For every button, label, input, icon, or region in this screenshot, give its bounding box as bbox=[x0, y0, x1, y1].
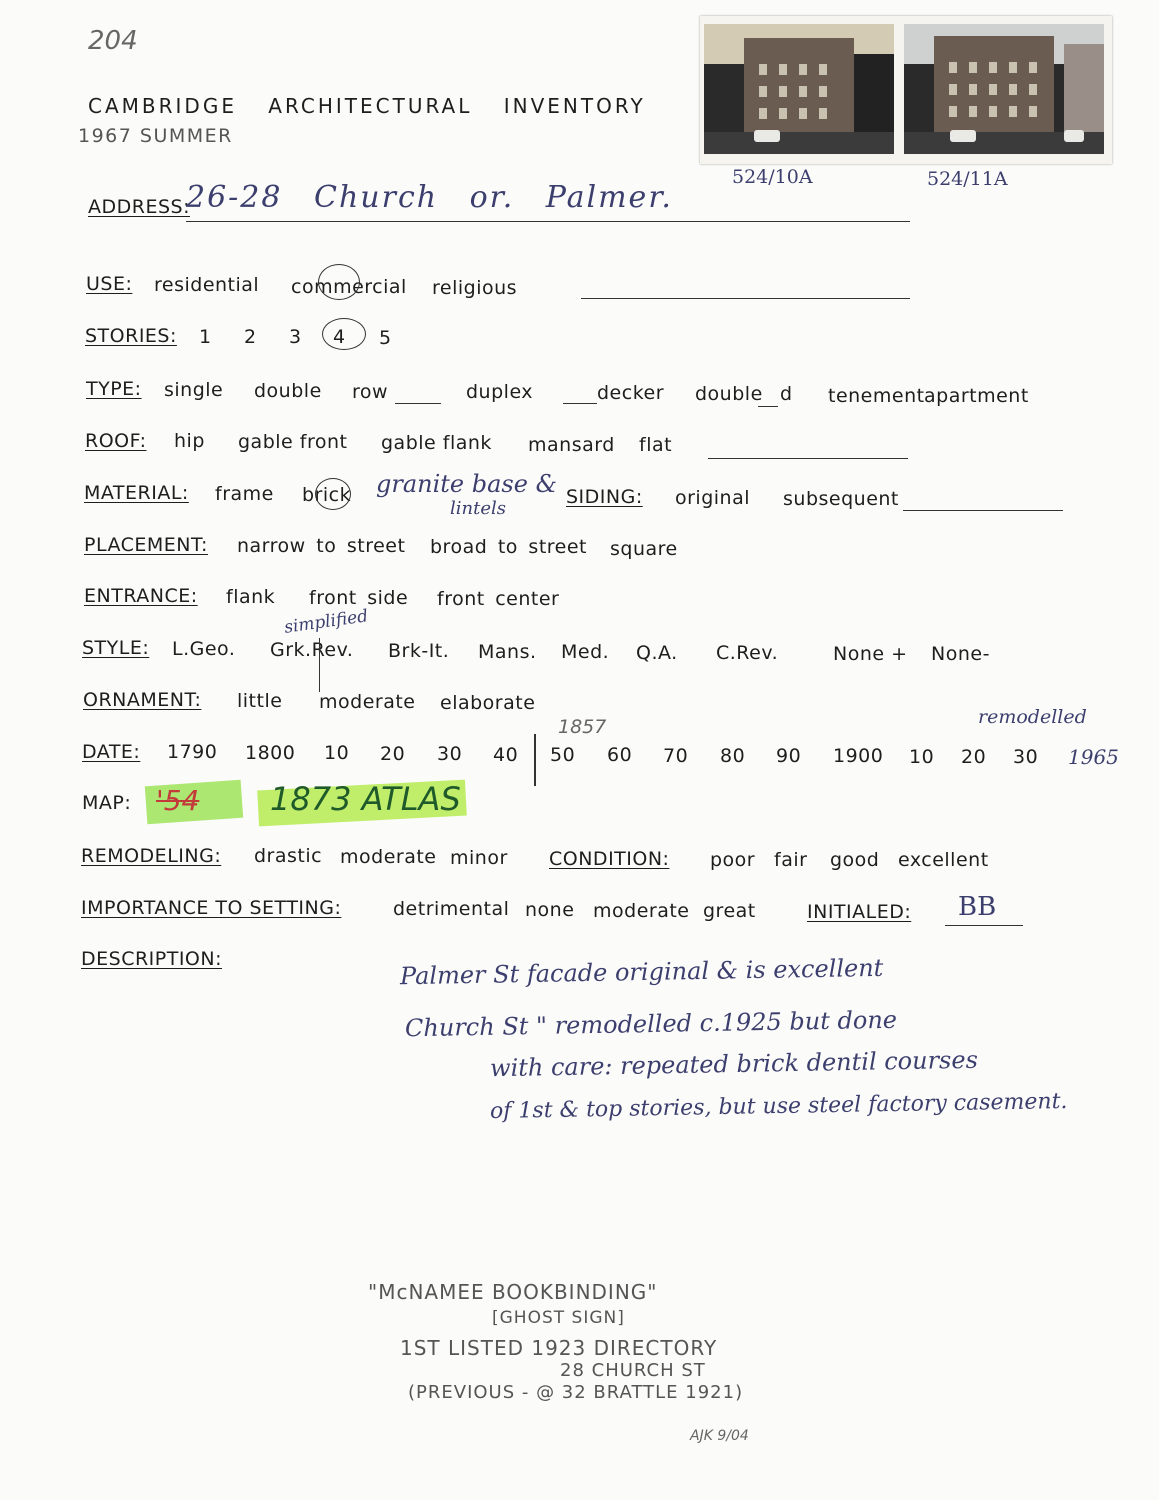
date-option-20: 20 bbox=[380, 743, 406, 765]
remodeling-label: REMODELING: bbox=[81, 845, 222, 867]
date-option-10: 10 bbox=[324, 742, 350, 764]
note-line-4: 28 CHURCH ST bbox=[560, 1360, 706, 1381]
stories-label: STORIES: bbox=[85, 325, 177, 347]
date-option-50: 50 bbox=[550, 744, 576, 766]
entrance-option-front-center: front center bbox=[437, 588, 560, 610]
use-option-commercial: commercial bbox=[291, 276, 407, 298]
condition-option-excellent: excellent bbox=[898, 849, 989, 871]
roof-option-gable-flank: gable flank bbox=[381, 432, 492, 454]
date-option-1900: 1900 bbox=[833, 745, 884, 767]
date-option-90: 90 bbox=[776, 745, 802, 767]
stories-selection-circle bbox=[322, 318, 366, 350]
date-divider-mark bbox=[534, 734, 536, 786]
condition-option-poor: poor bbox=[710, 849, 756, 871]
remodeling-option-minor: minor bbox=[450, 847, 508, 869]
note-line-5: (PREVIOUS - @ 32 BRATTLE 1921) bbox=[408, 1382, 744, 1403]
ornament-option-moderate: moderate bbox=[319, 691, 416, 713]
initialed-label: INITIALED: bbox=[807, 901, 912, 923]
date-note-remodel-year: 1965 bbox=[1068, 745, 1119, 769]
placement-option-broad: broad to street bbox=[430, 536, 588, 558]
material-selection-circle bbox=[315, 478, 351, 510]
note-initials: AJK 9/04 bbox=[690, 1428, 749, 1444]
stories-option-5: 5 bbox=[379, 327, 392, 349]
initialed-line bbox=[945, 925, 1023, 926]
condition-option-good: good bbox=[830, 849, 880, 871]
type-option-d: d bbox=[780, 383, 793, 405]
placement-label: PLACEMENT: bbox=[84, 534, 208, 556]
entrance-option-flank: flank bbox=[226, 586, 276, 608]
importance-option-detrimental: detrimental bbox=[393, 898, 510, 920]
type-double-d-blank bbox=[758, 406, 778, 407]
material-option-frame: frame bbox=[215, 483, 274, 505]
note-line-2: [GHOST SIGN] bbox=[492, 1308, 625, 1328]
stories-option-3: 3 bbox=[289, 326, 302, 348]
style-option-brkit: Brk-It. bbox=[388, 640, 450, 662]
description-label: DESCRIPTION: bbox=[81, 948, 223, 970]
map-crossed-value: '54 bbox=[156, 784, 200, 817]
use-other-line bbox=[581, 298, 910, 299]
type-option-duplex: duplex bbox=[466, 381, 534, 403]
type-decker-blank bbox=[563, 403, 597, 404]
address-line bbox=[186, 221, 910, 222]
stories-option-4: 4 bbox=[333, 326, 346, 348]
description-line-2: Church St " remodelled c.1925 but done bbox=[404, 1005, 898, 1043]
remodeling-option-drastic: drastic bbox=[254, 845, 323, 867]
map-value: 1873 ATLAS bbox=[270, 780, 461, 818]
roof-option-mansard: mansard bbox=[528, 434, 615, 456]
page-subtitle: 1967 SUMMER bbox=[78, 125, 233, 147]
description-line-4: of 1st & top stories, but use steel factory casement. bbox=[489, 1088, 1068, 1125]
map-label: MAP: bbox=[82, 792, 132, 814]
date-option-60: 60 bbox=[607, 744, 633, 766]
style-option-grkrev: Grk.Rev. bbox=[270, 639, 354, 661]
stories-option-1: 1 bbox=[199, 326, 212, 348]
style-option-med: Med. bbox=[561, 641, 610, 663]
date-option-1790: 1790 bbox=[167, 741, 218, 763]
page-title: CAMBRIDGE ARCHITECTURAL INVENTORY bbox=[88, 94, 646, 118]
type-option-decker: decker bbox=[597, 382, 665, 404]
roof-option-gable-front: gable front bbox=[238, 431, 348, 453]
importance-option-great: great bbox=[703, 900, 756, 922]
material-option-brick: brick bbox=[302, 484, 352, 506]
corner-note: 204 bbox=[88, 26, 138, 56]
roof-option-flat: flat bbox=[639, 434, 673, 456]
building-photo-strip bbox=[700, 16, 1112, 164]
building-photo-1 bbox=[704, 24, 894, 154]
style-label: STYLE: bbox=[82, 637, 150, 659]
type-option-double-d: double bbox=[695, 383, 763, 405]
style-divider-mark bbox=[319, 638, 320, 692]
type-option-tenement: tenement bbox=[828, 385, 925, 407]
date-option-1910: 10 bbox=[909, 746, 935, 768]
note-line-3: 1ST LISTED 1923 DIRECTORY bbox=[400, 1336, 718, 1360]
style-option-none-minus: None- bbox=[931, 643, 990, 665]
ornament-option-little: little bbox=[237, 690, 283, 712]
placement-option-square: square bbox=[610, 538, 678, 560]
entrance-label: ENTRANCE: bbox=[84, 585, 198, 607]
date-option-30: 30 bbox=[437, 743, 463, 765]
date-option-1930: 30 bbox=[1013, 746, 1039, 768]
date-note-remodel: remodelled bbox=[978, 706, 1087, 728]
stories-option-2: 2 bbox=[244, 326, 257, 348]
type-option-apartment: apartment bbox=[924, 385, 1029, 407]
type-option-row: row bbox=[352, 381, 389, 403]
description-line-1: Palmer St facade original & is excellent bbox=[399, 953, 884, 991]
initialed-value: BB bbox=[958, 892, 997, 922]
address-label: ADDRESS: bbox=[88, 196, 190, 218]
style-option-none-plus: None + bbox=[833, 643, 908, 665]
note-line-1: "McNAMEE BOOKBINDING" bbox=[368, 1280, 658, 1304]
type-label: TYPE: bbox=[86, 378, 142, 400]
date-option-70: 70 bbox=[663, 745, 689, 767]
style-option-qa: Q.A. bbox=[636, 642, 678, 664]
date-label: DATE: bbox=[82, 741, 141, 763]
type-row-blank bbox=[395, 403, 441, 404]
address-value: 26-28 Church or. Palmer. bbox=[186, 180, 673, 215]
siding-other-line bbox=[903, 510, 1063, 511]
placement-option-narrow: narrow to street bbox=[237, 535, 406, 557]
type-option-single: single bbox=[164, 379, 224, 401]
roof-other-line bbox=[708, 458, 908, 459]
type-option-double: double bbox=[254, 380, 322, 402]
condition-option-fair: fair bbox=[774, 849, 808, 871]
photo-label-1: 524/10A bbox=[732, 166, 813, 188]
style-option-lgeo: L.Geo. bbox=[172, 638, 236, 660]
date-option-40: 40 bbox=[493, 744, 519, 766]
date-option-1800: 1800 bbox=[245, 742, 296, 764]
siding-option-subsequent: subsequent bbox=[783, 488, 899, 510]
material-note-line2: lintels bbox=[450, 498, 506, 519]
photo-label-2: 524/11A bbox=[927, 168, 1008, 190]
use-selection-circle bbox=[318, 264, 360, 300]
material-note-line1: granite base & bbox=[376, 470, 557, 498]
use-option-religious: religious bbox=[432, 277, 518, 299]
date-option-80: 80 bbox=[720, 745, 746, 767]
building-photo-2 bbox=[904, 24, 1104, 154]
entrance-option-front-side: front side bbox=[309, 587, 409, 609]
importance-option-moderate: moderate bbox=[593, 900, 690, 922]
siding-option-original: original bbox=[675, 487, 751, 509]
roof-option-hip: hip bbox=[174, 430, 205, 452]
date-option-1920: 20 bbox=[961, 746, 987, 768]
siding-label: SIDING: bbox=[566, 486, 643, 508]
style-option-mans: Mans. bbox=[478, 641, 537, 663]
date-note-year: 1857 bbox=[558, 716, 607, 738]
use-option-residential: residential bbox=[154, 274, 260, 296]
importance-option-none: none bbox=[525, 899, 575, 921]
style-note: simplified bbox=[283, 606, 370, 638]
use-label: USE: bbox=[86, 273, 133, 295]
material-label: MATERIAL: bbox=[84, 482, 189, 504]
roof-label: ROOF: bbox=[85, 430, 147, 452]
ornament-option-elaborate: elaborate bbox=[440, 692, 536, 714]
description-line-3: with care: repeated brick dentil courses bbox=[489, 1045, 979, 1083]
importance-label: IMPORTANCE TO SETTING: bbox=[81, 897, 342, 919]
ornament-label: ORNAMENT: bbox=[83, 689, 202, 711]
style-option-crev: C.Rev. bbox=[716, 642, 779, 664]
condition-label: CONDITION: bbox=[549, 848, 670, 870]
remodeling-option-moderate: moderate bbox=[340, 846, 437, 868]
